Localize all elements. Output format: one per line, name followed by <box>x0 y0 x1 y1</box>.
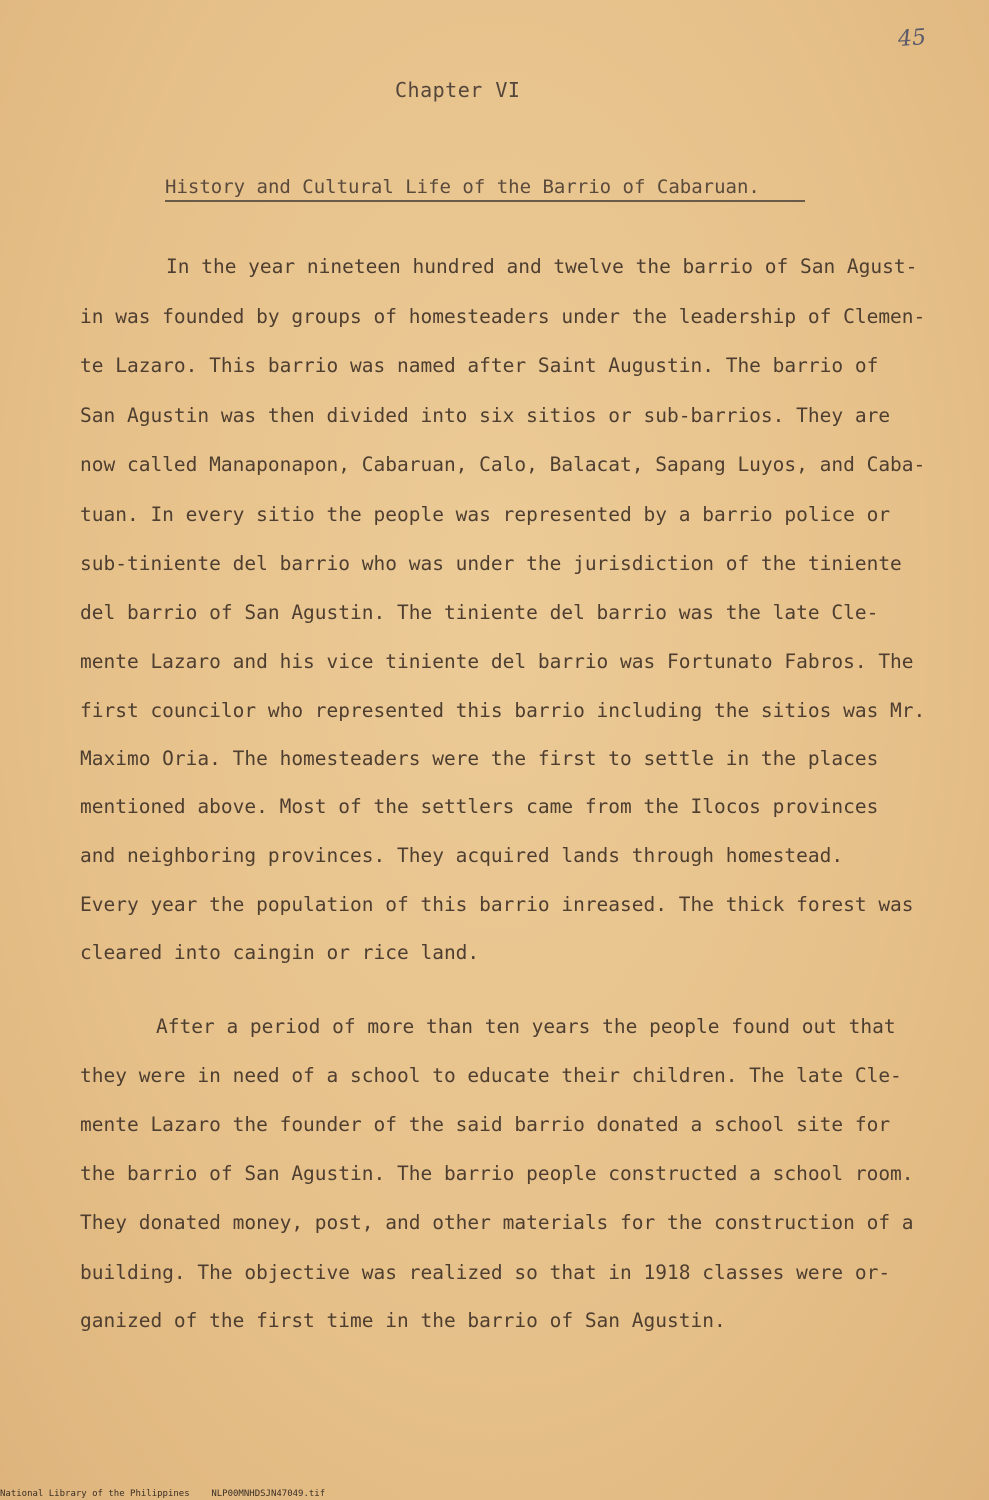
body-line: tuan. In every sitio the people was represented by a barrio police or <box>80 503 891 526</box>
body-line: building. The objective was realized so that in 1918 classes were or- <box>80 1261 891 1284</box>
body-line: now called Manaponapon, Cabaruan, Calo, Balacat, Sapang Luyos, and Caba- <box>80 453 926 476</box>
body-line: After a period of more than ten years the people found out that <box>156 1015 896 1038</box>
body-line: ganized of the first time in the barrio of San Agustin. <box>80 1309 726 1332</box>
body-line: and neighboring provinces. They acquired lands through homestead. <box>80 844 844 867</box>
body-line: San Agustin was then divided into six sitios or sub-barrios. They are <box>80 404 891 427</box>
chapter-heading: Chapter VI <box>395 78 521 102</box>
body-line: first councilor who represented this barrio including the sitios was Mr. <box>80 699 926 722</box>
body-line: del barrio of San Agustin. The tiniente del barrio was the late Cle- <box>80 601 879 624</box>
body-line: mente Lazaro the founder of the said barrio donated a school site for <box>80 1113 891 1136</box>
body-line: Maximo Oria. The homesteaders were the first to settle in the places <box>80 747 879 770</box>
body-line: They donated money, post, and other materials for the construction of a <box>80 1211 914 1234</box>
body-line: sub-tiniente del barrio who was under the jurisdiction of the tiniente <box>80 552 902 575</box>
footer-file: NLP00MNHDSJN47049.tif <box>211 1489 326 1499</box>
body-line: mentioned above. Most of the settlers came from the Ilocos provinces <box>80 795 879 818</box>
body-line: in was founded by groups of homesteaders under the leadership of Clemen- <box>80 305 926 328</box>
body-line: mente Lazaro and his vice tiniente del barrio was Fortunato Fabros. The <box>80 650 914 673</box>
section-title: History and Cultural Life of the Barrio of Cabaruan. <box>165 176 805 202</box>
body-line: Every year the population of this barrio inreased. The thick forest was <box>80 893 914 916</box>
footer <box>0 1489 325 1499</box>
body-line: they were in need of a school to educate their children. The late Cle- <box>80 1064 902 1087</box>
body-line: te Lazaro. This barrio was named after Saint Augustin. The barrio of <box>80 354 879 377</box>
body-line: the barrio of San Agustin. The barrio people constructed a school room. <box>80 1162 914 1185</box>
page-number: 45 <box>897 25 927 52</box>
body-line: cleared into caingin or rice land. <box>80 941 480 964</box>
body-line: In the year nineteen hundred and twelve the barrio of San Agust- <box>166 255 918 278</box>
footer-library: National Library of the Philippines <box>0 1489 190 1499</box>
